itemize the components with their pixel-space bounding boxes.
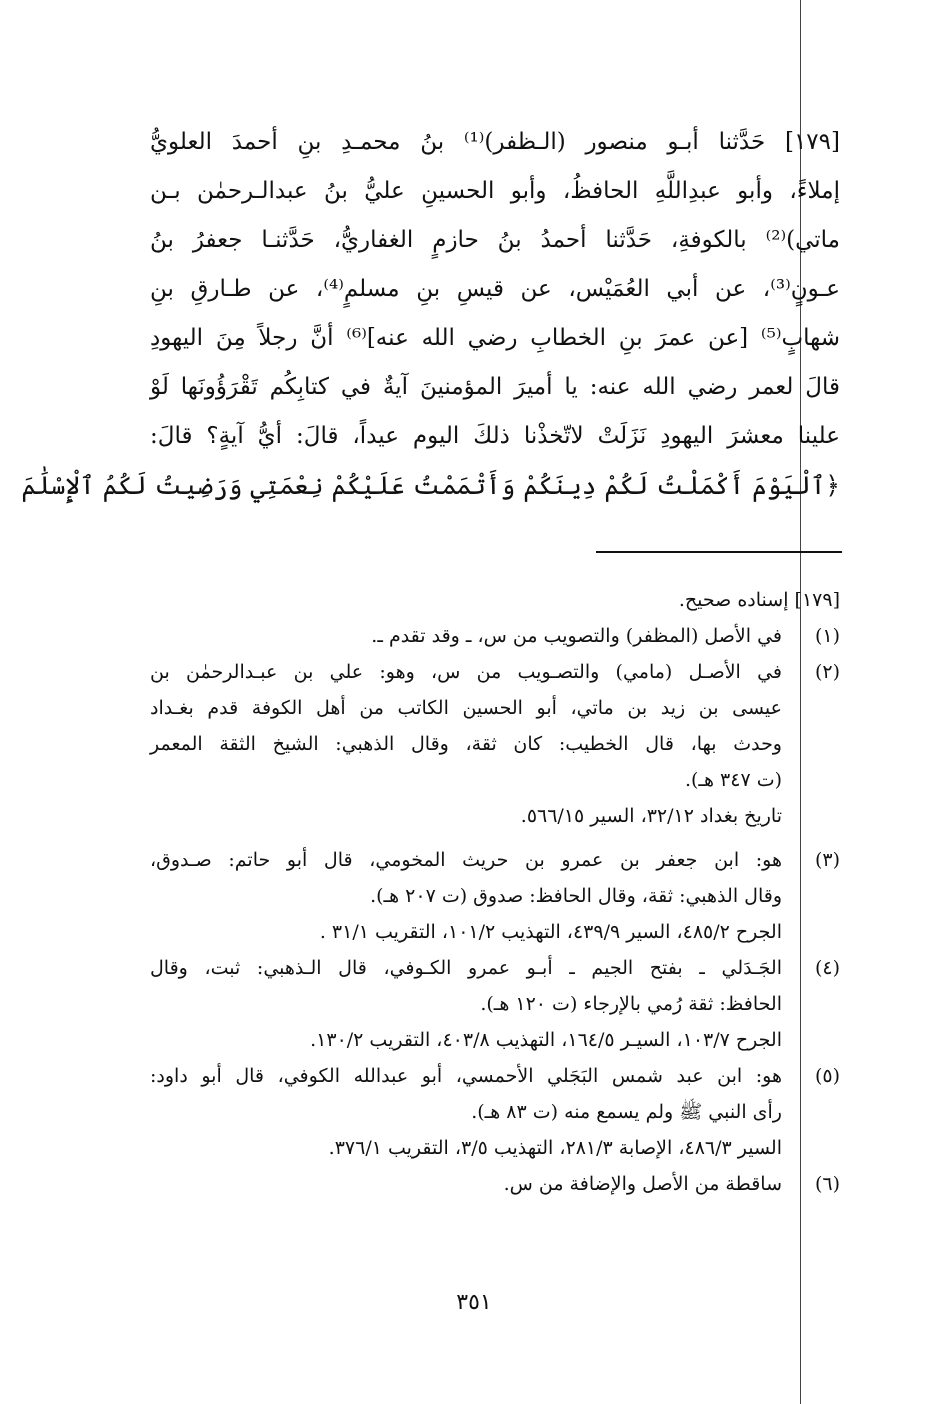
page-number: ٣٥١	[456, 1290, 492, 1315]
footnote-number: (٤)	[814, 957, 840, 979]
footnote-text: الجَـدَلي ـ بفتح الجيم ـ أبـو عمرو الكـوفي، قال الـذهبي: ثبت، وقال	[150, 957, 782, 979]
body-line: قالَ لعمر رضي الله عنه: يا أميرَ المؤمنينَ آيةٌ في كتابِكُم تَقْرَؤُونَها لَوْ	[150, 374, 840, 400]
footnotes	[150, 582, 840, 1202]
footnote-2	[150, 654, 840, 690]
footnote-text: في الأصـل (مامي) والتصـويب من س، وهو: علي بن عبـدالرحمٰن بن	[150, 661, 782, 683]
footnote-2-line: (ت ٣٤٧ هـ).	[684, 769, 782, 791]
footnote-grading: [١٧٩] إسناده صحيح.	[678, 589, 840, 611]
footnote-number: (٦)	[814, 1173, 840, 1195]
footnote-4-line: الحافظ: ثقة رُمي بالإرجاء (ت ١٢٠ هـ).	[480, 993, 782, 1015]
footnote-text: هو: ابن عبد شمس البَجَلي الأحمسي، أبو عبدالله الكوفي، قال أبو داود:	[150, 1065, 782, 1087]
footnote-1	[150, 618, 840, 654]
footnote-4-sources: الجرح ١٠٣/٧، السيـر ١٦٤/٥، التهذيب ٤٠٣/٨، التقريب ١٣٠/٢.	[310, 1029, 782, 1051]
footnote-5	[150, 1058, 840, 1094]
body-line: شهابٍ⁽⁵⁾ [عن عمرَ بنِ الخطابِ رضي الله عنه]⁽⁶⁾ أنَّ رجلاً مِنَ اليهودِ	[150, 325, 840, 351]
footnote-separator	[596, 551, 842, 553]
footnote-text: ساقطة من الأصل والإضافة من س.	[503, 1173, 782, 1195]
body-line: ماتي)⁽²⁾ بالكوفةِ، حَدَّثنا أحمدُ بنُ حازمٍ الغفاريُّ، حَدَّثنـا جعفرُ بنُ	[150, 227, 840, 253]
footnote-number: (٢)	[814, 661, 840, 683]
footnote-3	[150, 842, 840, 878]
footnote-6	[150, 1166, 840, 1202]
footnote-5-line: رأى النبي ﷺ ولم يسمع منه (ت ٨٣ هـ).	[471, 1101, 782, 1123]
body-line: علينا معشرَ اليهودِ نَزَلَتْ لاتّخذْنا ذلكَ اليوم عيداً، قالَ: أيُّ آيةٍ؟ قالَ:	[150, 423, 840, 449]
footnote-3-line: وقال الذهبي: ثقة، وقال الحافظ: صدوق (ت ٢٠٧ هـ).	[370, 885, 782, 907]
footnote-2-sources: تاريخ بغداد ٣٢/١٢، السير ٥٦٦/١٥.	[520, 805, 782, 827]
footnote-text: في الأصل (المظفر) والتصويب من س، ـ وقد تقدم ـ.	[371, 625, 782, 647]
footnote-number: (٣)	[814, 849, 840, 871]
footnote-number: (٥)	[814, 1065, 840, 1087]
hadith-text	[21, 118, 840, 510]
body-line: [١٧٩] حَدَّثنا أبـو منصور (الـظفر)⁽¹⁾ بنُ محمـدِ بنِ أحمدَ العلويُّ	[150, 129, 840, 155]
footnote-text: هو: ابن جعفر بن عمرو بن حريث المخومي، قال أبو حاتم: صـدوق،	[150, 849, 782, 871]
footnote-3-sources: الجرح ٤٨٥/٢، السير ٤٣٩/٩، التهذيب ١٠١/٢، التقريب ٣١/١ .	[319, 921, 782, 943]
footnote-5-sources: السير ٤٨٦/٣، الإصابة ٢٨١/٣، التهذيب ٣/٥، التقريب ٣٧٦/١.	[328, 1137, 782, 1159]
footnote-2-line: عيسى بن زيد بن ماتي، أبو الحسين الكاتب من أهل الكوفة قدم بغـداد	[150, 697, 782, 719]
footnote-2-line: وحدث بها، قال الخطيب: كان ثقة، وقال الذهبي: الشيخ الثقة المعمر	[150, 733, 782, 755]
body-line: عـونٍ⁽³⁾، عن أبي العُمَيْس، عن قيسِ بنِ مسلمٍ⁽⁴⁾، عن طـارقِ بنِ	[150, 276, 840, 302]
footnote-number: (١)	[814, 625, 840, 647]
quran-verse-line: ﴿ٱلْيَوْمَ أَكْمَلْتُ لَكُمْ دِينَكُمْ وَأَتْمَمْتُ عَلَيْكُمْ نِعْمَتِي وَرَضِيتُ لَكُمُ ٱلْإِسْلَٰمَ	[21, 471, 840, 500]
footnote-4	[150, 950, 840, 986]
body-line: إملاءً، وأبو عبدِاللَّهِ الحافظُ، وأبو الحسينِ عليُّ بنُ عبدالـرحمٰن بـن	[150, 178, 840, 204]
